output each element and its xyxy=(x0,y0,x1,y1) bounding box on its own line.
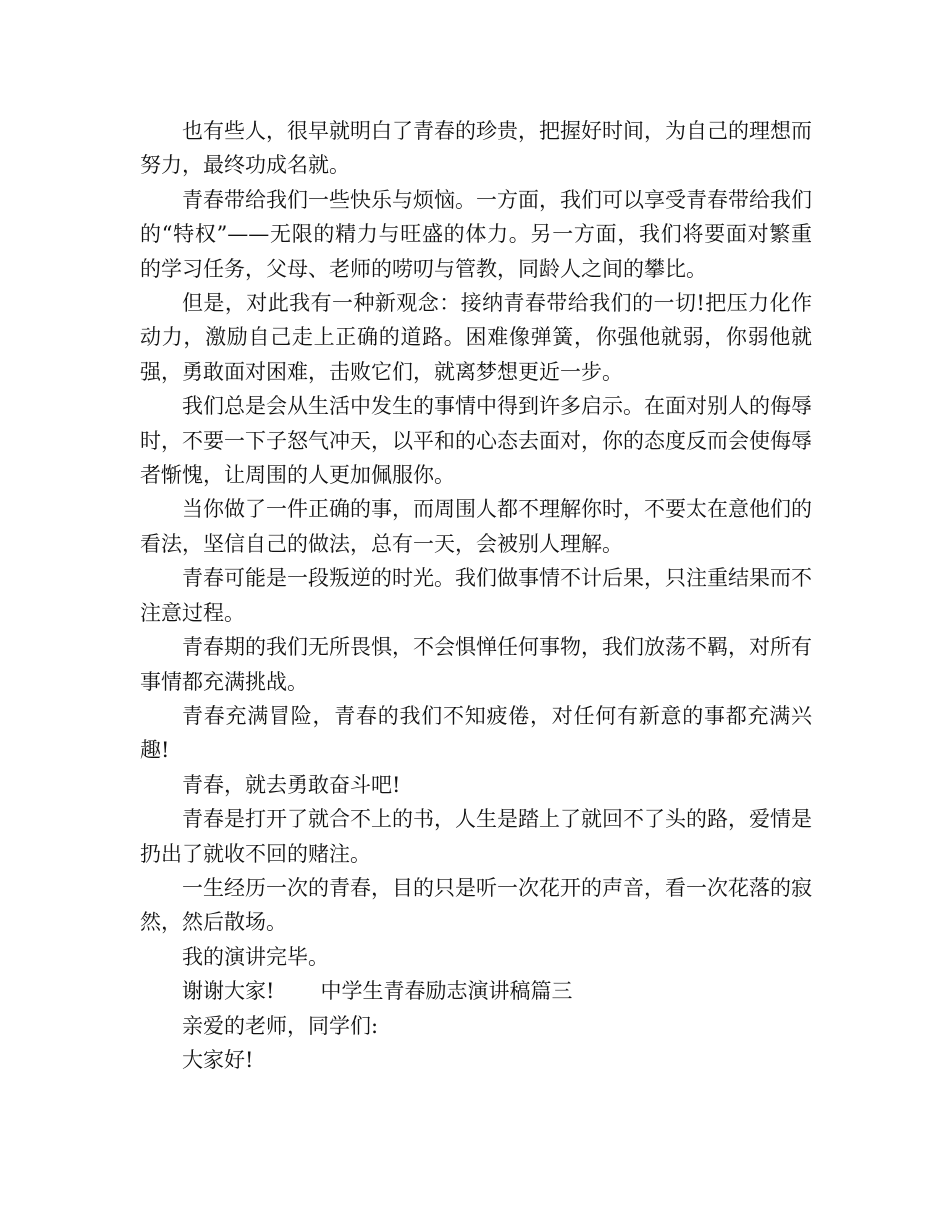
paragraph-10: 青春是打开了就合不上的书，人生是踏上了就回不了头的路，爱情是扔出了就收不回的赌注。 xyxy=(140,807,812,866)
paragraph-7: 青春期的我们无所畏惧，不会惧惮任何事物，我们放荡不羁，对所有事情都充满挑战。 xyxy=(140,635,812,694)
paragraph-8: 青春充满冒险，青春的我们不知疲倦，对任何有新意的事都充满兴趣! xyxy=(140,703,812,763)
paragraph-11: 一生经历一次的青春，目的只是听一次花开的声音，看一次花落的寂然，然后散场。 xyxy=(140,875,812,935)
closing-and-section-line xyxy=(140,974,812,1008)
document-page xyxy=(140,114,812,1077)
paragraph-9: 青春，就去勇敢奋斗吧! xyxy=(182,772,401,797)
paragraph-2: 青春带给我们一些快乐与烦恼。一方面，我们可以享受青春带给我们的“特权”——无限的精力与旺盛的体力。另一方面，我们将要面对繁重的学习任务，父母、老师的唠叨与管教，同龄人之间的攀比。 xyxy=(140,187,812,281)
closing-line: 谢谢大家! xyxy=(182,979,275,1004)
paragraph-4: 我们总是会从生活中发生的事情中得到许多启示。在面对别人的侮辱时，不要一下子怒气冲天，以平和的心态去面对，你的态度反而会使侮辱者惭愧，让周围的人更加佩服你。 xyxy=(140,394,812,488)
opening-line: 大家好! xyxy=(182,1047,254,1072)
paragraph-12: 我的演讲完毕。 xyxy=(182,944,329,969)
paragraph-5: 当你做了一件正确的事，而周围人都不理解你时，不要太在意他们的看法，坚信自己的做法，总有一天，会被别人理解。 xyxy=(140,497,812,556)
greeting-line: 亲爱的老师，同学们: xyxy=(182,1013,379,1038)
paragraph-3: 但是，对此我有一种新观念：接纳青春带给我们的一切!把压力化作动力，激励自己走上正确的道路。困难像弹簧，你强他就弱，你弱他就强，勇敢面对困难，击败它们，就离梦想更近一步。 xyxy=(140,291,812,384)
paragraph-6: 青春可能是一段叛逆的时光。我们做事情不计后果，只注重结果而不注意过程。 xyxy=(140,566,812,625)
paragraph-1: 也有些人，很早就明白了青春的珍贵，把握好时间，为自己的理想而努力，最终功成名就。 xyxy=(140,119,812,178)
section-title: 中学生青春励志演讲稿篇三 xyxy=(320,979,573,1004)
